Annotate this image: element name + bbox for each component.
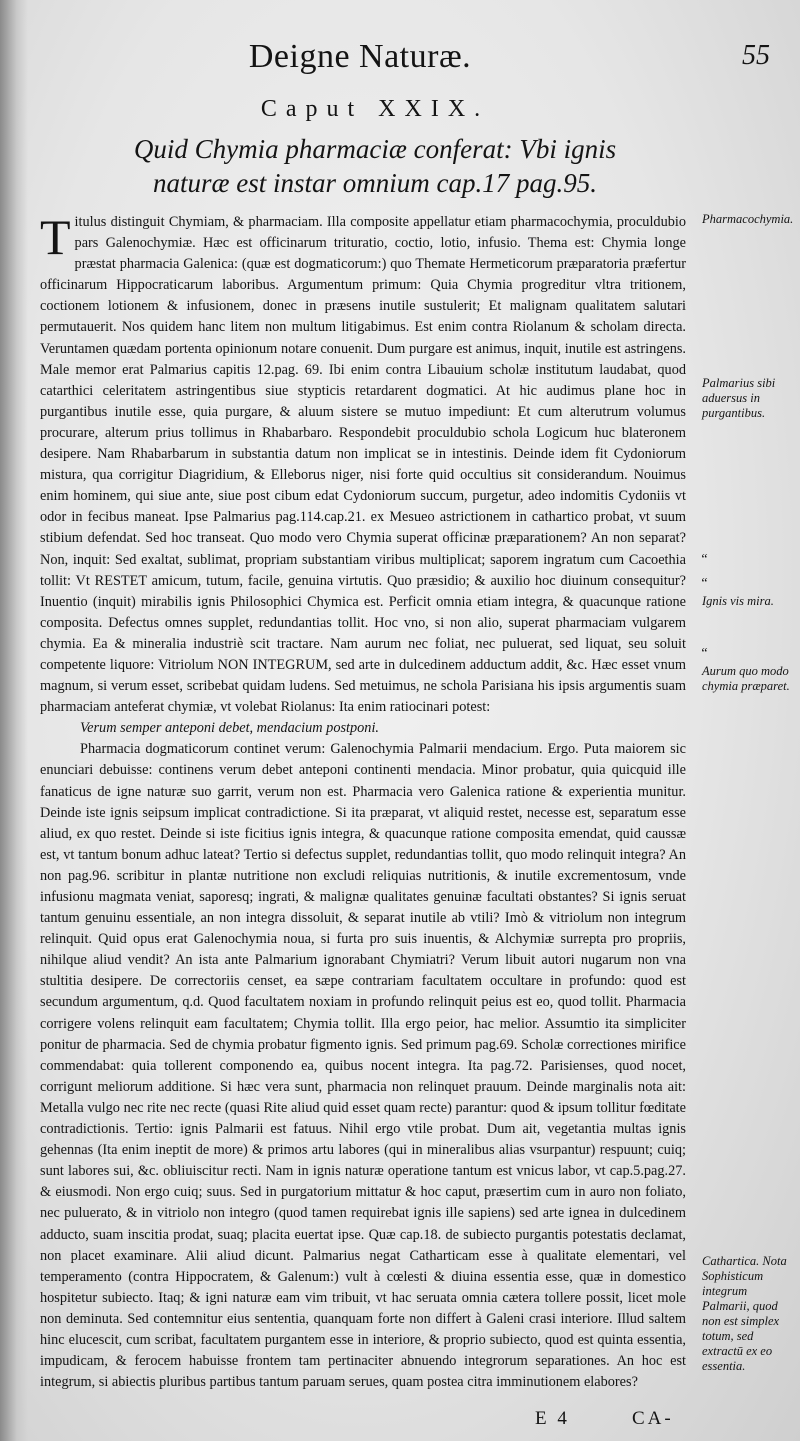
margin-note-ignis: Ignis vis mira. <box>702 594 774 608</box>
margin-note-cathartica: Cathartica. Nota Sophisticum integrum Palmarii, quod non est simplex totum, sed extractū ex eo essentia. <box>702 1254 787 1373</box>
quote-mark-2: “ <box>700 576 708 591</box>
drop-cap: T <box>40 209 71 265</box>
paragraph-1-text: itulus distinguit Chymiam, & pharmaciam. Illa composite appellatur etiam pharmacochymia, proculdubio pars Galenochymiæ. Hæc est officinarum trituratio, coctio, lotio, infusio. Thema est: Chymia longe præstat pharmacia Galenica: (quæ est dogmaticorum:) quo Themate Hermeticorum præparatoria præfertur officinarum Hippocraticarum laboribus. Argumentum primum: Quia Chymia progreditur vltra tritionem, coctionem lotionem & infusionem, donec in præsens inutile sustulerit; Et malignam qualitatem salutari permutauerit. Nos quidem hanc litem non multum litigabimus. Est enim contra Riolanum & scholam directa. Veruntamen quædam portenta opinionum notare conuenit. Dum purgare est animus, inquit, inutile est astringens. Male memor erat Palmarius capitis 12.pag. 69. Ibi enim contra Libauium scholæ institutum laudabat, quod catarthici celeritatem astringentibus siue stypticis retardarent dogmatici. At hic audimus plane hoc in purgantibus inutile esse, quia purgare, & aluum sistere se mutuo impediunt: Et cum alterutrum volumus procurare, alterum prius tollimus in Rhabarbaro. Respondebit proculdubio schola Logicum huc blateronem desipere. Nam Rhabarbarum in substantia datum non implicat se in intestinis. Deinde idem fit Cydoniorum mistura, qua corrigitur Diagridium, & Elleborus niger, nisi forte quid occultius sit considerandum. Nouimus enim hominem, qui siue ante, siue post cibum edat Cydoniorum succum, purgetur, adeo indomitis Cydoniis vt odor in fecibus maneat. Ipse Palmarius pag.114.cap.21. ex Mesueo astrictionem in cathartico probat, vt suum stibium defendat. Sed hoc transeat. Quo modo vero Chymia superat officinæ præparationem? An non separat? Non, inquit: Sed exaltat, sublimat, propriam substantiam viribus multiplicat; saporem ingratum cum Cacoethia tollit: Vt RESTET amicum, tutum, facile, genuina virtutis. Quo præsidio; & auxilio hoc diuinum consequitur? Inuentio (inquit) mirabilis ignis Philosophici Chymica est. Perficit omnia etiam integra, & quacunque ratione composita. Defectus omnes supplet, redundantias tollit. Hoc vno, si non alio, superat pharmaciam vulgarem chymia. Ea & mineralia industriè scit tractare. Nam aurum nec foliat, nec puluerat, sed liquat, seu soluit competente liquore: Vitriolum NON INTEGRUM, sed arte in dulcedinem adductum addit, &c. Hæc esset vnum magnum, si verum esset, scribebat quidam ludens. Sed metuimus, ne schola Parisiana his ipsis argumentis suam pharmaciam anteferat chymiæ, vt volebat Riolanus: Ita enim ratiocinari potest: <box>40 214 686 716</box>
quote-mark-1: “ <box>700 552 708 567</box>
margin-notes <box>698 0 798 1441</box>
paragraph-1 <box>40 209 686 718</box>
chapter-title: Quid Chymia pharmaciæ conferat: Vbi ignis naturæ est instar omnium cap.17 pag.95. <box>133 134 617 198</box>
margin-note-aurum: Aurum quo modo chymia præparet. <box>702 664 790 693</box>
page-number: 55 <box>742 40 770 71</box>
chapter-heading: Caput XXIX. <box>260 96 490 122</box>
margin-note-pharmacochymia: Pharmacochymia. <box>702 212 794 226</box>
page-gutter-shadow <box>0 0 28 1441</box>
margin-note-palmarius: Palmarius sibi aduersus in purgantibus. <box>702 376 776 420</box>
body-text <box>40 209 686 1393</box>
page-header <box>0 38 800 88</box>
quote-mark-3: “ <box>700 646 708 661</box>
paragraph-2 <box>40 718 686 739</box>
paragraph-3: Pharmacia dogmaticorum continet verum: Galenochymia Palmarii mendacium. Ergo. Puta maiorem sic enunciari debuisse: continens verum debet anteponi continenti mendacia. Minor probatur, quia quicquid ille fanaticus de igne naturæ suo garrit, verum non est. Pharmacia vero Galenica ratione & experientia munitur. Deinde iste ignis seipsum implicat contradictione. Si ita præparat, vt aliquid restet, necesse est, separatum esse aliud, ex quo restet. Deinde si iste ficitius ignis integra, & quacunque ratione composita emendat, quid caussæ est, vt tantum bonum adhuc lateat? Tertio si defectus supplet, redundantias tollit, quo modo relinquit integra? An non pag.96. scribitur in plantæ nutritione non excludi reliquias nutritionis, & inutile excrementosum, vnde infusionu magmata veniat, saporesq; ingrati, & malignæ qualitates genuinæ facultati obstantes? Si ignis seruat tantum genuinu essentiale, an non integra dissoluit, & separat inutile ab vtili? Imò & vitriolum non integrum relinquit. Quid opus erat Galenochymia noua, si furta pro suis inuentis, & Alchymiæ surrepta pro propriis, nihilque aliud vendit? An ista ante Palmarium ignorabant Chymiatri? Verum libuit autori nugarum non vna stultitia desipere. De correctoriis censet, ea sæpe contrariam facultatem occultare in profundo: quod est secundum argumentum, q.d. Quod facultatem noxiam in profundo relinquit peius est eo, quod tollit. Pharmacia corrigere volens relinquit eam facultatem; Chymia tollit. Illa ergo peior, hac melior. Assumtio ita simpliciter ponitur de pharmacia. Sed de chymia probatur figmento ignis. Sed primum pag.69. Scholæ correctiones mirifice commendabat: quia tollerent componendo ea, quibus nocent integra. Ita pag.72. Parisienses, quod nocet, corrigunt meliorum additione. Si hæc vera sunt, pharmacia non relinquet prauum. Deinde marginalis nota ait: Metalla vulgo nec rite nec recte (quasi Rite aliud quid esset quam recte) parantur: quod & ipsum tollitur fœditate contradictionis. Tertio: ignis Palmarii est fatuus. Nihil ergo vtile probat. Dum ait, vegetantia multas ignis gehennas (Ita enim ineptit de more) & primos artu labores (qui in mineralibus alias vsurpantur) respuunt; cuiq; sunt labores sui, &c. obliuiscitur recti. Nam in ignis naturæ operatione tantum est vnicus labor, vt cap.5.pag.27. & eiusmodi. Non ergo cuiq; suus. Sed in purgatorium mittatur & hoc caput, præsertim cum in auro non foliato, nec puluerato, & in vitriolo non integro (quod tamen requirebat ignis ille sapiens) sed arte ignea in dulcedinem adducto, suam inscitia prodat, suaq; placita euertat ipse. Quæ cap.18. de subiecto purgantis potestatis declamat, non placet examinare. Alii aliud dicunt. Palmarius negat Catharticam esse à qualitate elementari, vel temperamento (contra Hippocratem, & Galenum:) vult à cœlesti & diuina essentia esse, quæ in domestico hospitetur subiecto. Itaq; & igni naturæ eam vim tribuit, vt hac seruata omnia cætera tollere possit, licet mole non deminuta. Sed contemnitur eius sententia, quanquam forte non differt à Galeni crasi interiore. Illud saltem hinc elucescit, cum scribat, facultatem purgantem esse in interiore, & proprio subiecto, quod est quinta essentia, impudicam, & ferocem habuisse frontem tam pertinaciter abnuendo integrorum separationes. An hoc est integrum, si abiectis pluribus partibus tantum paruam serues, quam postea citra imminutionem elabores? <box>40 741 686 1391</box>
signature-mark: E 4 <box>535 1408 570 1429</box>
syllogism-major: Verum semper anteponi debet, mendacium postponi. <box>80 720 379 737</box>
page-footer <box>0 1408 800 1436</box>
catchword: CA- <box>632 1408 674 1429</box>
running-title: Deigne Naturæ. <box>248 38 472 75</box>
